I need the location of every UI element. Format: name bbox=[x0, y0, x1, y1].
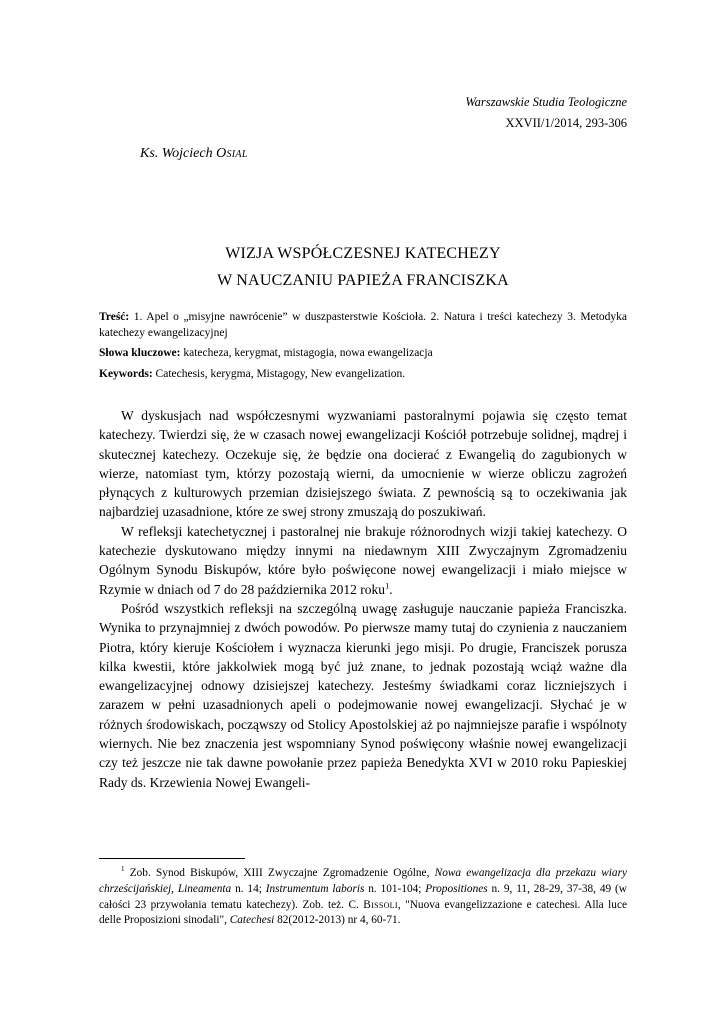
author-line bbox=[140, 144, 627, 164]
article-body bbox=[99, 406, 627, 792]
contents-text: 1. Apel o „misyjne nawrócenie” w duszpasterstwie Kościoła. 2. Natura i treści katechezy 3. Metodyka katechezy ewangelizacyjnej bbox=[99, 311, 627, 339]
author-prefix: Ks. Wojciech bbox=[140, 146, 217, 161]
footnote-segment: n. 101-104; bbox=[364, 882, 426, 895]
keywords-pl-label: Słowa kluczowe: bbox=[99, 347, 181, 359]
paragraph-2-end: . bbox=[389, 581, 393, 597]
footnote-reference-1: 1 bbox=[385, 581, 390, 591]
paragraph-2 bbox=[99, 522, 627, 599]
contents-label: Treść: bbox=[99, 311, 130, 323]
author-surname: Osial bbox=[216, 146, 248, 161]
journal-issue: XXVII/1/2014, 293-306 bbox=[505, 116, 627, 130]
footnote-title-italic: Nowa ewangelizacja dla przekazu wiary chrześcijańskiej bbox=[99, 867, 627, 895]
footnote-segment: , "Nuova evangelizzazione e catechesi. Alla luce delle Proposizioni sinodali", bbox=[99, 898, 627, 927]
abstract-block bbox=[99, 310, 627, 382]
footnote-segment: , bbox=[171, 882, 178, 895]
footnote-marker: 1 bbox=[121, 865, 125, 874]
footnote-author-name: Bissoli bbox=[363, 898, 398, 911]
footnote-segment: n. 14; bbox=[231, 882, 266, 895]
footnote-segment: 82(2012-2013) nr 4, 60-71. bbox=[274, 914, 401, 927]
footnote-title-italic: Lineamenta bbox=[177, 882, 232, 895]
journal-name: Warszawskie Studia Teologiczne bbox=[465, 95, 627, 109]
footnote-1 bbox=[99, 866, 627, 929]
journal-header bbox=[99, 92, 627, 134]
footnote-separator bbox=[99, 858, 245, 859]
paragraph-3: Pośród wszystkich refleksji na szczególną uwagę zasługuje nauczanie papieża Franciszka. Wynika to przynajmniej z dwóch powodów. Po pierwsze mamy tutaj do czynienia z nauczaniem Piotra, który kieruje Kościołem i wyznacza kierunki jego misji. Po drugie, Franciszek porusza kilka kwestii, które jakkolwiek mogą być już znane, to jednak pozostają wciąż ważne dla ewangelizacyjnej odnowy dzisiejszej katechezy. Jesteśmy świadkami coraz liczniejszych i zarazem w pełni uzasadnionych apeli o podejmowanie nowej ewangelizacji. Słychać je w różnych środowiskach, począwszy od Stolicy Apostolskiej aż po najmniejsze parafie i wspólnoty wiernych. Nie bez znaczenia jest wspomniany Synod poświęcony właśnie nowej ewangelizacji czy też jeszcze nie tak dawne powołanie przez papieża Benedykta XVI w 2010 roku Papieskiej Rady ds. Krzewienia Nowej Ewangeli- bbox=[99, 600, 627, 790]
footnote-title-italic: Instrumentum laboris bbox=[265, 882, 365, 895]
keywords-en-label: Keywords: bbox=[99, 367, 153, 380]
article-title-line-1: WIZJA WSPÓŁCZESNEJ KATECHEZY bbox=[225, 245, 501, 262]
keywords-pl-text: katecheza, kerygmat, mistagogia, nowa ewangelizacja bbox=[180, 347, 433, 359]
article-title bbox=[99, 240, 627, 294]
contents-line bbox=[99, 310, 627, 341]
keywords-en-text: Catechesis, kerygma, Mistagogy, New evangelization. bbox=[152, 367, 406, 380]
footnote-title-italic: Propositiones bbox=[425, 882, 488, 895]
keywords-en-line bbox=[99, 367, 627, 383]
footnote-block bbox=[99, 858, 627, 929]
paragraph-2-text: W refleksji katechetycznej i pastoralnej nie brakuje różnorodnych wizji takiej katechezy. O katechezie dyskutowano między innymi na niedawnym XIII Zwyczajnym Zgromadzeniu Ogólnym Synodu Biskupów, które było poświęcone nowej ewangelizacji i miało miejsce w Rzymie w dniach od 7 do 28 października 2012 roku bbox=[99, 523, 627, 597]
footnote-segment: Zob. Synod Biskupów, XIII Zwyczajne Zgromadzenie Ogólne, bbox=[124, 867, 435, 879]
keywords-pl-line bbox=[99, 346, 627, 362]
article-title-line-2: W NAUCZANIU PAPIEŻA FRANCISZKA bbox=[217, 272, 509, 289]
paragraph-1: W dyskusjach nad współczesnymi wyzwaniami pastoralnymi pojawia się często temat katechezy. Twierdzi się, że w czasach nowej ewangelizacji Kościół potrzebuje solidnej, mądrej i skutecznej katechezy. Oczekuje się, że będzie ona docierać z Ewangelią do zagubionych w wierze, natomiast tym, którzy pozostają wierni, da umocnienie w wierze obliczu zagrożeń płynących z kulturowych przemian dzisiejszego świata. Z pewnością są to oczekiwania jak najbardziej uzasadnione, które ze swej strony zmuszają do poszukiwań. bbox=[99, 408, 627, 520]
footnote-title-italic: Catechesi bbox=[229, 914, 275, 927]
footnote-segment: n. 9, 11, 28-29, 37-38, 49 (w całości 23 przywołania tematu katechezy). Zob. też. C. bbox=[99, 882, 627, 911]
